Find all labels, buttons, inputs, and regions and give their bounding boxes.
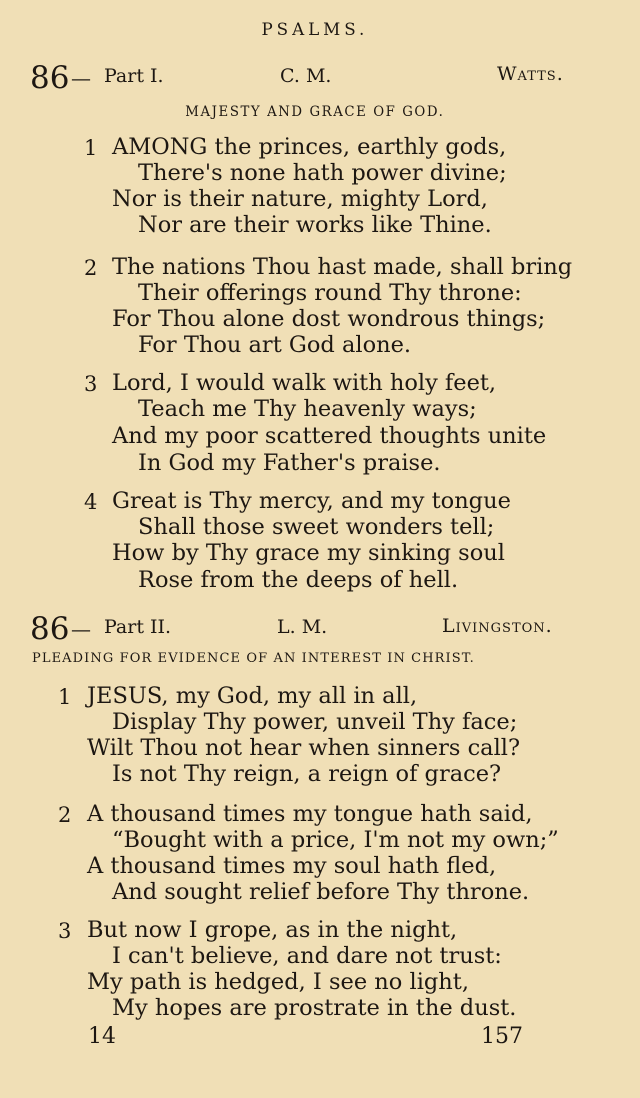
verse-line: “Bought with a price, I'm not my own;” xyxy=(112,827,559,853)
running-head: PSALMS. xyxy=(261,20,369,40)
verse-line: But now I grope, as in the night, xyxy=(87,917,458,943)
verse-line: A thousand times my tongue hath said, xyxy=(87,801,533,827)
hymn-meter: C. M. xyxy=(280,65,332,87)
hymn-subject: MAJESTY AND GRACE OF GOD. xyxy=(185,104,445,120)
verse-line: Nor is their nature, mighty Lord, xyxy=(112,186,488,212)
verse-line: Nor are their works like Thine. xyxy=(138,212,492,238)
verse-line: And sought relief before Thy throne. xyxy=(112,879,530,905)
verse-line: Is not Thy reign, a reign of grace? xyxy=(112,761,502,787)
verse-number: 1 xyxy=(58,685,72,709)
verse-line: Rose from the deeps of hell. xyxy=(138,567,459,593)
verse-line: Display Thy power, unveil Thy face; xyxy=(112,709,518,735)
verse-number: 3 xyxy=(58,919,72,943)
hymn-tune: Watts. xyxy=(497,63,564,85)
verse-line: JESUS, my God, my all in all, xyxy=(87,683,418,709)
hymn-dash: — xyxy=(71,617,91,641)
verse-line: My hopes are prostrate in the dust. xyxy=(112,995,517,1021)
verse-line: Shall those sweet wonders tell; xyxy=(138,514,495,540)
verse-line: Their offerings round Thy throne: xyxy=(138,280,522,306)
page-number: 157 xyxy=(481,1024,523,1049)
verse-line: In God my Father's praise. xyxy=(138,450,441,476)
verse-line: Lord, I would walk with holy feet, xyxy=(112,370,497,396)
verse-line: For Thou art God alone. xyxy=(138,332,412,358)
verse-line: Great is Thy mercy, and my tongue xyxy=(112,488,511,514)
hymn-dash: — xyxy=(71,66,91,90)
verse-line: I can't believe, and dare not trust: xyxy=(112,943,502,969)
verse-line: And my poor scattered thoughts unite xyxy=(112,423,547,449)
verse-line: There's none hath power divine; xyxy=(138,160,507,186)
verse-number: 1 xyxy=(84,136,98,160)
verse-line: Teach me Thy heavenly ways; xyxy=(138,396,477,422)
verse-line: A thousand times my soul hath fled, xyxy=(87,853,497,879)
signature-mark: 14 xyxy=(88,1024,116,1049)
verse-line: The nations Thou hast made, shall bring xyxy=(112,254,573,280)
verse-number: 3 xyxy=(84,372,98,396)
verse-line: Wilt Thou not hear when sinners call? xyxy=(87,735,521,761)
hymn-number: 86 xyxy=(30,611,70,647)
hymn-number: 86 xyxy=(30,60,70,96)
verse-number: 2 xyxy=(58,803,72,827)
hymn-meter: L. M. xyxy=(277,616,328,638)
verse-line: AMONG the princes, earthly gods, xyxy=(112,134,507,160)
verse-number: 2 xyxy=(84,256,98,280)
verse-line: My path is hedged, I see no light, xyxy=(87,969,469,995)
verse-number: 4 xyxy=(84,490,98,514)
verse-line: How by Thy grace my sinking soul xyxy=(112,540,505,566)
hymn-part: Part II. xyxy=(104,616,172,638)
hymn-tune: Livingston. xyxy=(442,615,553,637)
hymn-part: Part I. xyxy=(104,65,164,87)
verse-line: For Thou alone dost wondrous things; xyxy=(112,306,546,332)
hymn-subject: PLEADING FOR EVIDENCE OF AN INTEREST IN CHRIST. xyxy=(32,651,475,666)
